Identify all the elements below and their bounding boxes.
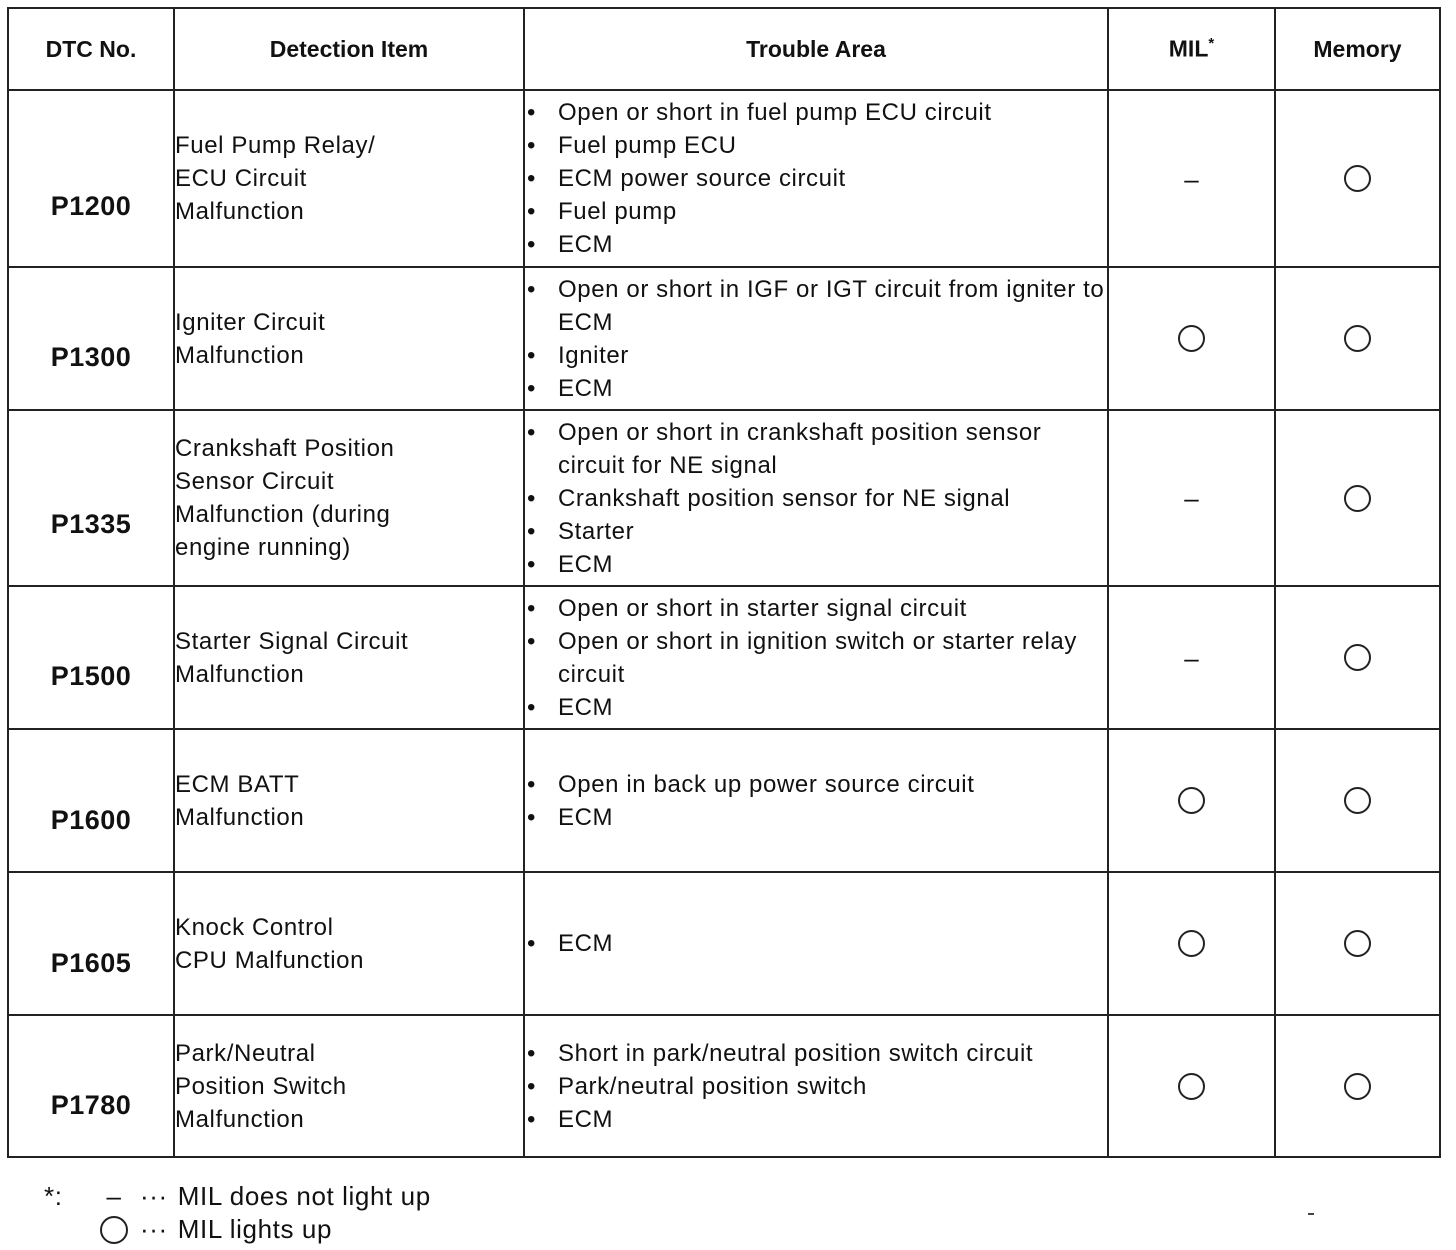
footnote-dots: ··· <box>140 1181 168 1211</box>
mil-cell <box>1108 872 1275 1015</box>
table-row <box>8 267 1440 410</box>
memory-cell <box>1275 729 1440 872</box>
trouble-item: • Fuel pump ECU <box>525 129 1107 162</box>
trouble-item: • ECM power source circuit <box>525 162 1107 195</box>
table-row <box>8 872 1440 1015</box>
mil-dash-symbol: – <box>1184 642 1199 673</box>
dtc-code: P1500 <box>8 586 174 729</box>
memory-cell <box>1275 267 1440 410</box>
trouble-item: • Open or short in ignition switch or starter relay circuit <box>525 625 1107 691</box>
dtc-code: P1600 <box>8 729 174 872</box>
trouble-item: • Crankshaft position sensor for NE signal <box>525 482 1107 515</box>
trouble-item: • Park/neutral position switch <box>525 1070 1107 1103</box>
circle-symbol <box>100 1216 128 1244</box>
dtc-code: P1300 <box>8 267 174 410</box>
trouble-item: • Igniter <box>525 339 1107 372</box>
header-detection-item: Detection Item <box>174 8 524 90</box>
trouble-item: • ECM <box>525 801 1107 834</box>
trouble-area <box>524 1015 1108 1157</box>
mil-circle-symbol <box>1178 325 1205 352</box>
memory-circle-symbol <box>1344 644 1371 671</box>
memory-cell <box>1275 410 1440 586</box>
header-trouble-area: Trouble Area <box>524 8 1108 90</box>
detection-line: Igniter Circuit <box>175 308 326 336</box>
detection-line: Malfunction <box>175 660 305 688</box>
detection-line: Knock Control <box>175 913 334 941</box>
mil-cell <box>1108 586 1275 729</box>
dtc-code: P1780 <box>8 1015 174 1157</box>
header-dtc-no: DTC No. <box>8 8 174 90</box>
detection-line: Starter Signal Circuit <box>175 627 409 655</box>
trouble-area <box>524 729 1108 872</box>
detection-line: Malfunction <box>175 803 305 831</box>
trouble-item: • Starter <box>525 515 1107 548</box>
footnote <box>44 1180 431 1246</box>
stray-mark <box>1308 1213 1314 1215</box>
table-row <box>8 90 1440 267</box>
mil-cell <box>1108 267 1275 410</box>
table-row <box>8 729 1440 872</box>
detection-line: ECM BATT <box>175 770 300 798</box>
trouble-area <box>524 267 1108 410</box>
mil-cell <box>1108 729 1275 872</box>
detection-line: Park/Neutral <box>175 1039 316 1067</box>
memory-circle-symbol <box>1344 1073 1371 1100</box>
memory-circle-symbol <box>1344 930 1371 957</box>
footnote-line-dash <box>44 1180 431 1213</box>
trouble-item: • Open in back up power source circuit <box>525 768 1107 801</box>
table-row <box>8 586 1440 729</box>
detection-item <box>174 90 524 267</box>
footnote-dash-text: MIL does not light up <box>177 1181 431 1211</box>
footnote-circle-text: MIL lights up <box>177 1214 333 1244</box>
trouble-list <box>525 273 1107 405</box>
trouble-list <box>525 96 1107 261</box>
trouble-item: • ECM <box>525 548 1107 581</box>
detection-line: Malfunction <box>175 198 305 225</box>
header-memory: Memory <box>1275 8 1440 90</box>
header-row <box>8 8 1440 90</box>
detection-line: Fuel Pump Relay/ <box>175 132 376 159</box>
trouble-item: • ECM <box>525 228 1107 261</box>
memory-cell <box>1275 1015 1440 1157</box>
mil-circle-symbol <box>1178 930 1205 957</box>
trouble-item: • ECM <box>525 691 1107 724</box>
dtc-table <box>7 7 1441 1158</box>
detection-item <box>174 410 524 586</box>
memory-circle-symbol <box>1344 325 1371 352</box>
header-mil-label: MIL <box>1168 35 1209 62</box>
dash-symbol: – <box>106 1181 122 1211</box>
trouble-list <box>525 592 1107 724</box>
trouble-item: • Short in park/neutral position switch circuit <box>525 1037 1107 1070</box>
memory-circle-symbol <box>1344 165 1371 192</box>
footnote-line-circle <box>44 1213 431 1246</box>
memory-circle-symbol <box>1344 787 1371 814</box>
trouble-item: • Open or short in fuel pump ECU circuit <box>525 96 1107 129</box>
trouble-item: • Open or short in crankshaft position sensor circuit for NE signal <box>525 416 1107 482</box>
mil-dash-symbol: – <box>1184 163 1199 194</box>
mil-cell <box>1108 90 1275 267</box>
memory-cell <box>1275 872 1440 1015</box>
detection-item <box>174 729 524 872</box>
mil-cell <box>1108 410 1275 586</box>
mil-cell <box>1108 1015 1275 1157</box>
dtc-code: P1605 <box>8 872 174 1015</box>
detection-line: Malfunction <box>175 341 305 369</box>
detection-item <box>174 586 524 729</box>
detection-line: Sensor Circuit <box>175 468 335 495</box>
detection-item <box>174 1015 524 1157</box>
trouble-item: • Open or short in starter signal circuit <box>525 592 1107 625</box>
trouble-list <box>525 416 1107 581</box>
trouble-area <box>524 586 1108 729</box>
trouble-item: • ECM <box>525 1103 1107 1136</box>
detection-line: Position Switch <box>175 1072 347 1100</box>
table-row <box>8 1015 1440 1157</box>
trouble-list <box>525 768 1107 834</box>
trouble-item: • Open or short in IGF or IGT circuit from igniter to ECM <box>525 273 1107 339</box>
mil-circle-symbol <box>1178 1073 1205 1100</box>
header-mil <box>1108 8 1275 90</box>
detection-item <box>174 872 524 1015</box>
footnote-dots: ··· <box>140 1214 168 1244</box>
trouble-item: • Fuel pump <box>525 195 1107 228</box>
trouble-area <box>524 90 1108 267</box>
footnote-mark: *: <box>44 1181 63 1211</box>
mil-circle-symbol <box>1178 787 1205 814</box>
trouble-item: • ECM <box>525 372 1107 405</box>
memory-cell <box>1275 586 1440 729</box>
detection-line: Crankshaft Position <box>175 435 395 462</box>
detection-line: Malfunction (during <box>175 501 391 528</box>
dtc-code: P1200 <box>8 90 174 267</box>
mil-dash-symbol: – <box>1184 483 1199 513</box>
trouble-list <box>525 927 1107 960</box>
trouble-area <box>524 872 1108 1015</box>
header-mil-footnote-mark: * <box>1208 35 1215 53</box>
detection-item <box>174 267 524 410</box>
trouble-list <box>525 1037 1107 1136</box>
trouble-area <box>524 410 1108 586</box>
memory-circle-symbol <box>1344 485 1371 512</box>
dtc-code: P1335 <box>8 410 174 586</box>
table-row <box>8 410 1440 586</box>
detection-line: CPU Malfunction <box>175 946 365 974</box>
detection-line: engine running) <box>175 534 351 561</box>
detection-line: Malfunction <box>175 1105 305 1133</box>
memory-cell <box>1275 90 1440 267</box>
detection-line: ECU Circuit <box>175 165 307 192</box>
trouble-item: • ECM <box>525 927 1107 960</box>
